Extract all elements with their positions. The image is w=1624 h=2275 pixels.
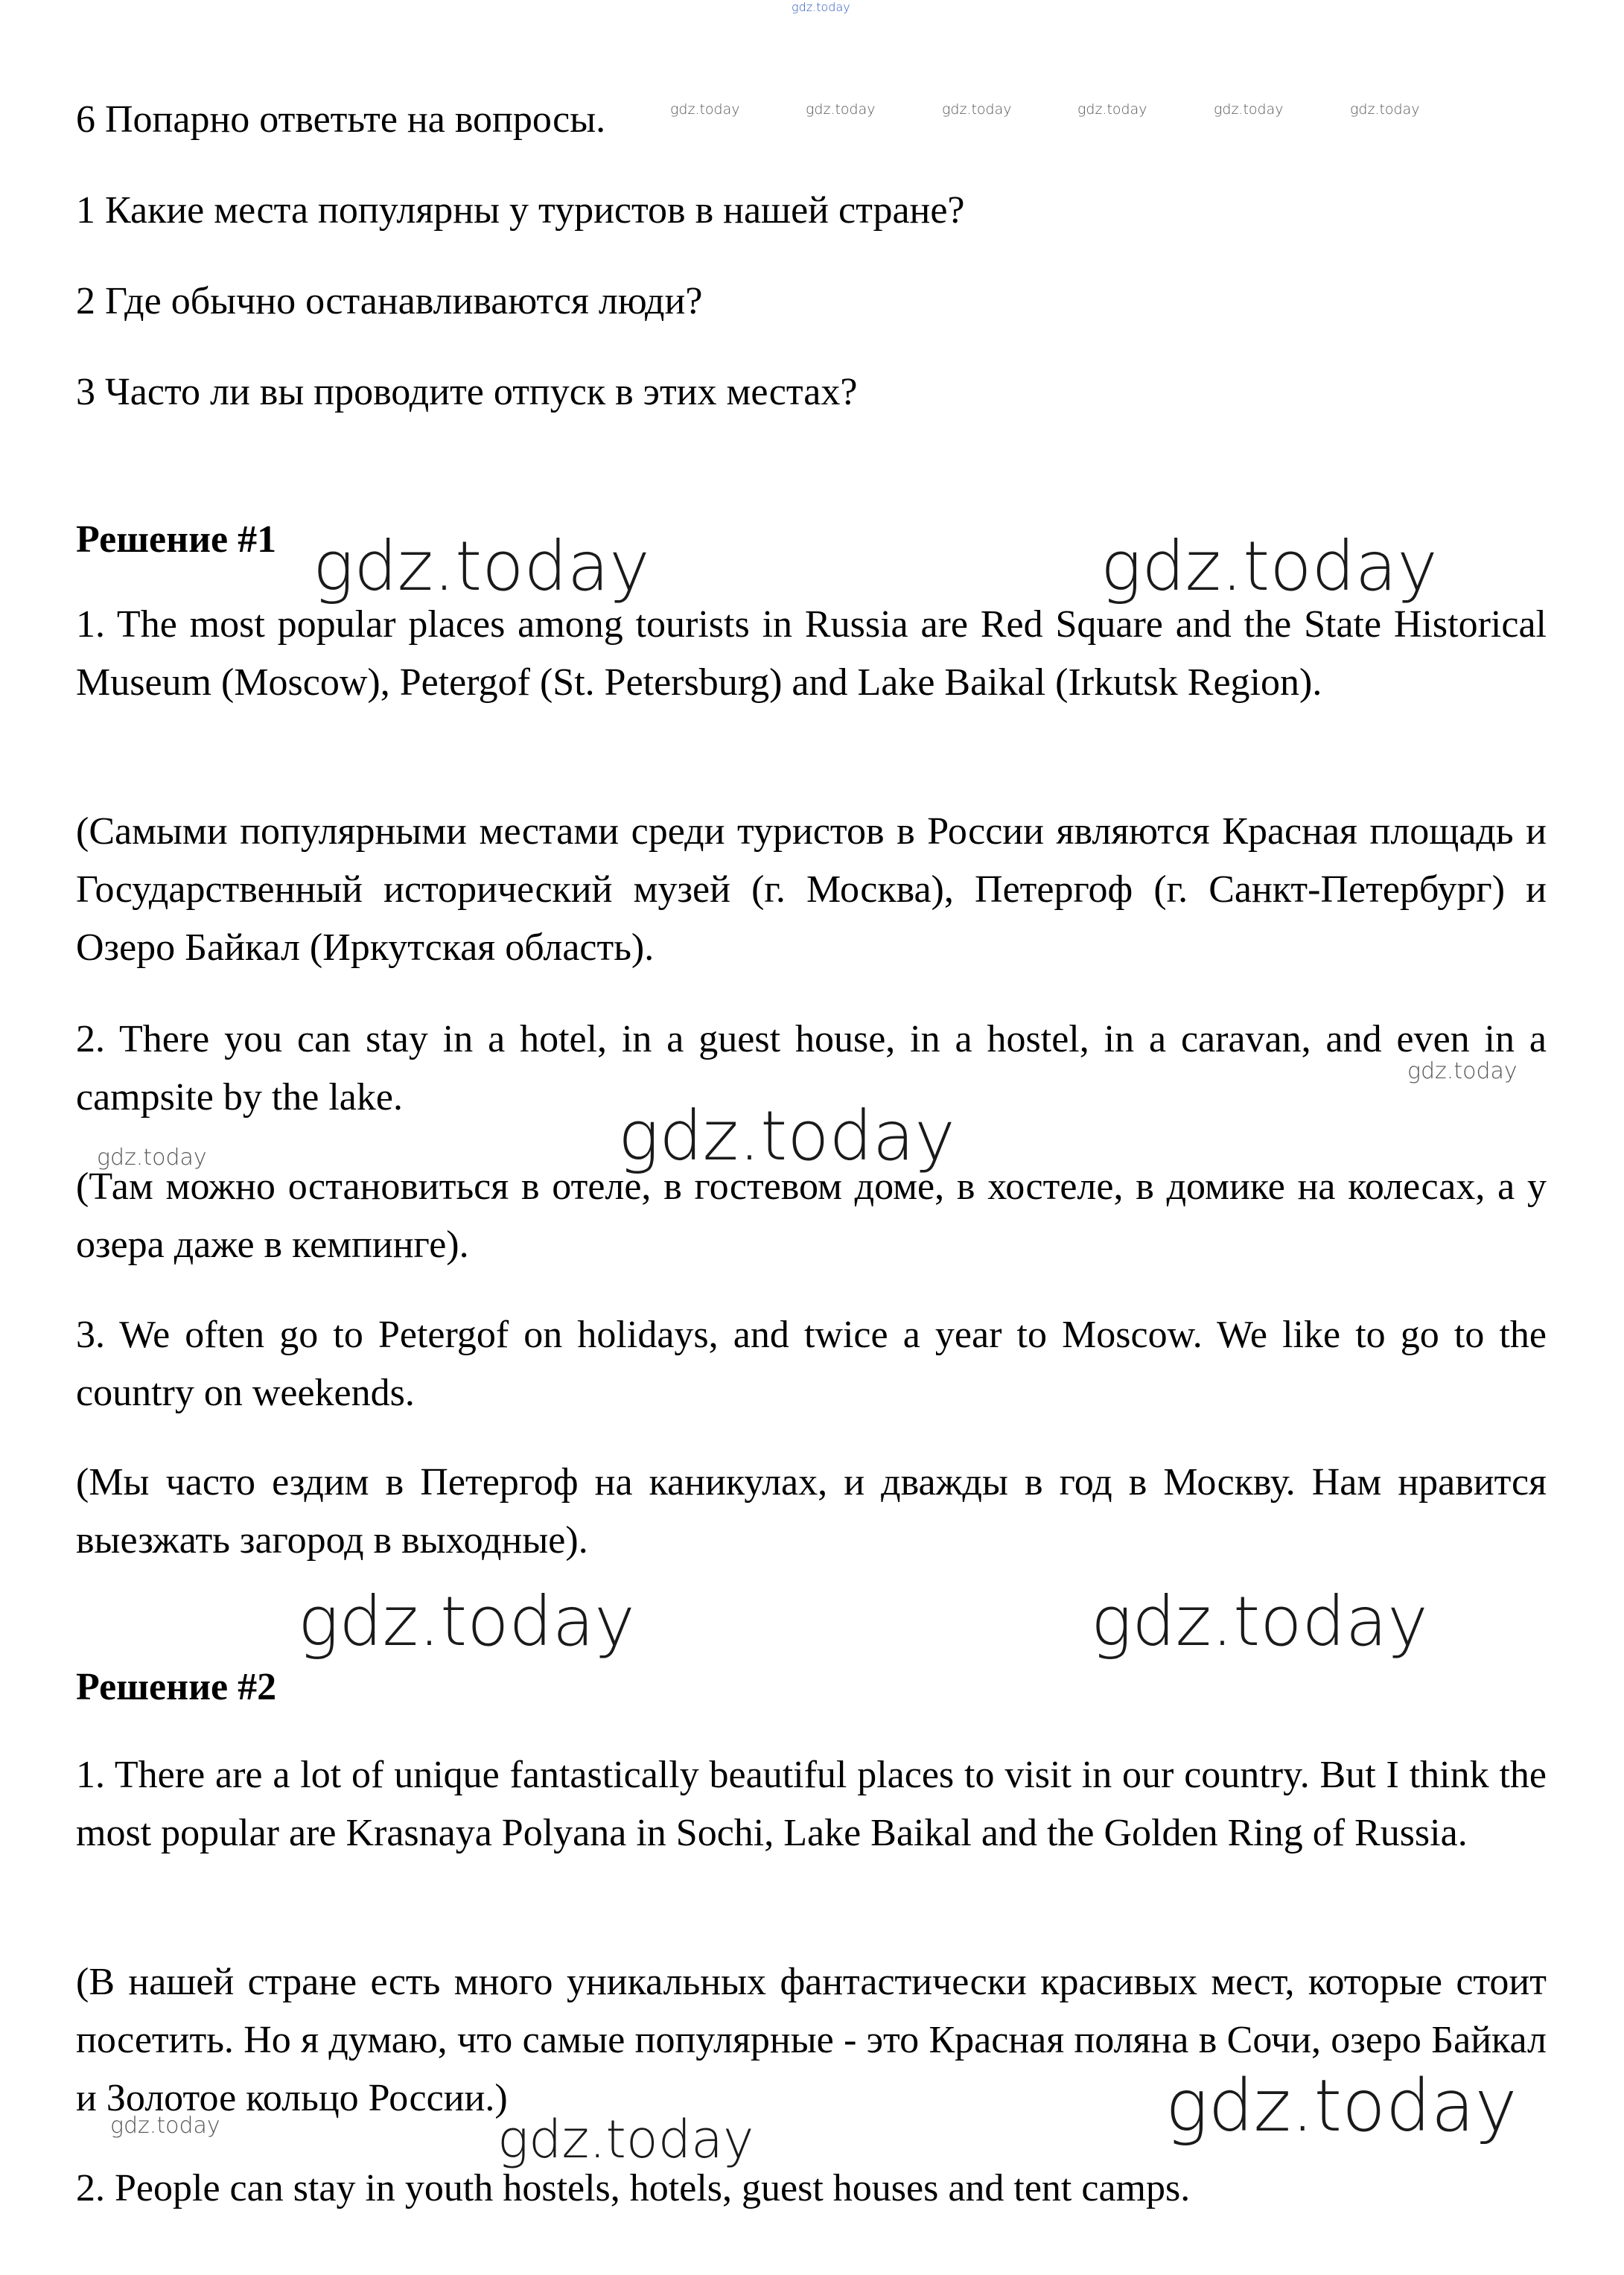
question-1: 1 Какие места популярны у туристов в нашей стране? xyxy=(76,189,965,232)
watermark-large-6: gdz.today xyxy=(1165,2064,1518,2148)
watermark-header-1: gdz.today xyxy=(670,101,740,118)
watermark-large-4: gdz.today xyxy=(298,1582,635,1661)
solution-1-heading: Решение #1 xyxy=(76,518,277,561)
solution-1-answer-1: 1. The most popular places among tourists in Russia are Red Square and the State Historical Museum (Moscow), Petergof (St. Petersburg) and Lake Baikal (Irkutsk Region). xyxy=(76,603,1547,704)
watermark-small-2: gdz.today xyxy=(97,1145,207,1171)
solution-1-translation-2: (Там можно остановиться в отеле, в гостевом доме, в хостеле, в домике на колесах, а у озера даже в кемпинге). xyxy=(76,1165,1547,1266)
task-title: 6 Попарно ответьте на вопросы. xyxy=(76,98,606,141)
solution-2-translation-1: (В нашей стране есть много уникальных фантастически красивых мест, которые стоит посетить. Но я думаю, что самые популярные - это Красная поляна в Сочи, озеро Байкал и Золотое кольцо России.) xyxy=(76,1961,1547,2119)
watermark-header-5: gdz.today xyxy=(1214,101,1284,118)
solution-2-answer-1: 1. There are a lot of unique fantastically beautiful places to visit in our country. But I think the most popular are Krasnaya Polyana in Sochi, Lake Baikal and the Golden Ring of Russia. xyxy=(76,1754,1547,1854)
question-3: 3 Часто ли вы проводите отпуск в этих местах? xyxy=(76,371,858,413)
watermark-header-4: gdz.today xyxy=(1077,101,1147,118)
solution-2-answer-2: 2. People can stay in youth hostels, hotels, guest houses and tent camps. xyxy=(76,2167,1191,2209)
watermark-large-3: gdz.today xyxy=(618,1096,955,1176)
solution-1-answer-2: 2. There you can stay in a hotel, in a guest house, in a hostel, in a caravan, and even in a campsite by the lake. xyxy=(76,1018,1547,1119)
watermark-header-3: gdz.today xyxy=(942,101,1012,118)
watermark-top: gdz.today xyxy=(792,0,850,14)
watermark-header-2: gdz.today xyxy=(806,101,876,118)
watermark-large-7: gdz.today xyxy=(497,2109,754,2170)
watermark-small-3: gdz.today xyxy=(110,2113,220,2139)
watermark-header-6: gdz.today xyxy=(1350,101,1420,118)
solution-1-translation-3: (Мы часто ездим в Петергоф на каникулах, и дважды в год в Москву. Нам нравится выезжать загород в выходные). xyxy=(76,1461,1547,1562)
watermark-large-1: gdz.today xyxy=(313,526,650,606)
watermark-large-2: gdz.today xyxy=(1101,526,1438,606)
question-2: 2 Где обычно останавливаются люди? xyxy=(76,280,703,322)
watermark-large-5: gdz.today xyxy=(1091,1582,1428,1661)
watermark-small-1: gdz.today xyxy=(1407,1058,1518,1084)
solution-1-translation-1: (Самыми популярными местами среди туристов в России являются Красная площадь и Государственный исторический музей (г. Москва), Петергоф (г. Санкт-Петербург) и Озеро Байкал (Иркутская область). xyxy=(76,810,1547,969)
solution-1-answer-3: 3. We often go to Petergof on holidays, and twice a year to Moscow. We like to go to the country on weekends. xyxy=(76,1314,1547,1414)
solution-2-heading: Решение #2 xyxy=(76,1666,277,1708)
